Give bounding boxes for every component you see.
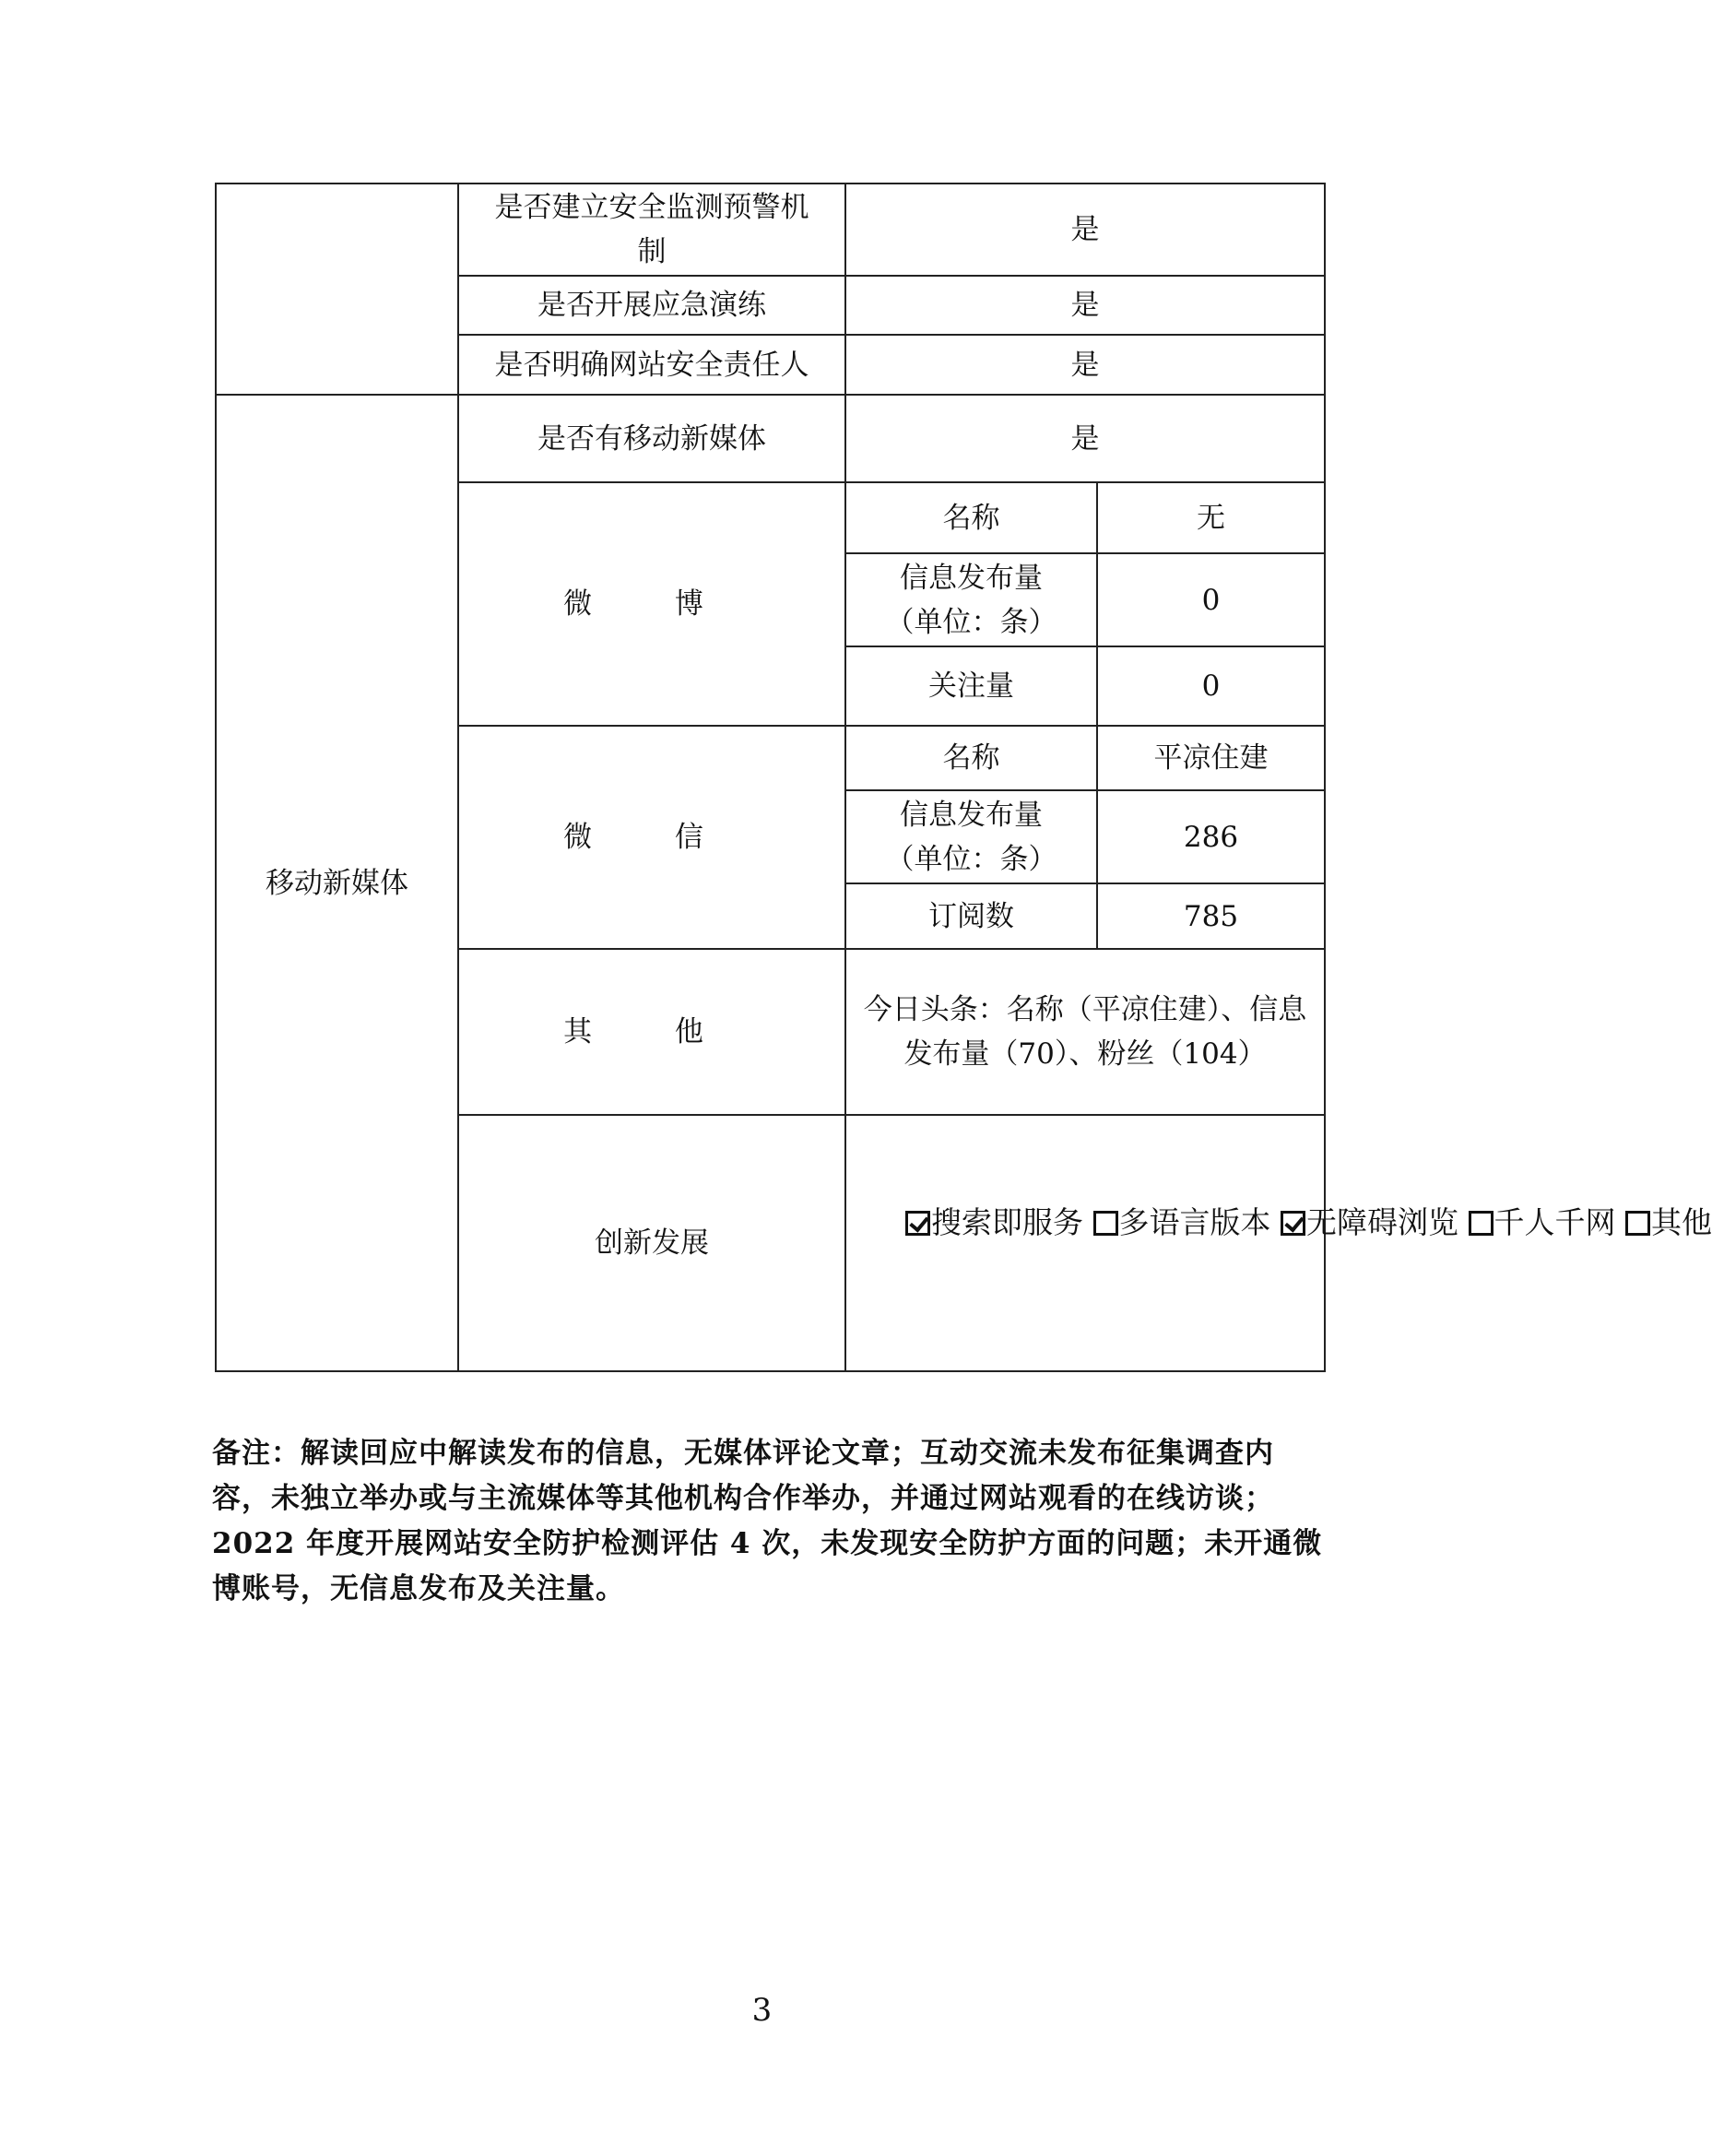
weibo-follow-value: 0 xyxy=(1097,646,1325,726)
page-number: 3 xyxy=(751,1992,773,2029)
weixin-sub-value: 785 xyxy=(1097,883,1325,949)
weixin-name-label: 名称 xyxy=(845,726,1097,790)
weibo-info-label: 信息发布量（单位：条） xyxy=(845,553,1097,646)
row-label: 是否有移动新媒体 xyxy=(458,395,845,482)
innovation-options xyxy=(845,1115,1712,1371)
weibo-name-value: 无 xyxy=(1097,482,1325,553)
option-other[interactable]: 其他 xyxy=(1616,1204,1712,1240)
option-search-service[interactable]: 搜索即服务 xyxy=(905,1204,1083,1240)
row-value: 是 xyxy=(845,276,1325,335)
option-multilingual[interactable]: 多语言版本 xyxy=(1083,1204,1271,1240)
other-label: 其 他 xyxy=(458,949,845,1115)
checkbox-checked-icon[interactable] xyxy=(1281,1211,1305,1236)
weixin-name-value: 平凉住建 xyxy=(1097,726,1325,790)
table-row xyxy=(216,395,1325,482)
checkbox-checked-icon[interactable] xyxy=(905,1211,930,1236)
weibo-follow-label: 关注量 xyxy=(845,646,1097,726)
mobile-section-label: 移动新媒体 xyxy=(216,395,458,1371)
row-value: 是 xyxy=(845,184,1325,276)
report-table xyxy=(215,183,1712,1372)
innovation-label: 创新发展 xyxy=(458,1115,845,1371)
weibo-label: 微 博 xyxy=(458,482,845,726)
row-label: 是否建立安全监测预警机制 xyxy=(458,184,845,276)
option-accessibility[interactable]: 无障碍浏览 xyxy=(1271,1204,1459,1240)
footnote: 备注：解读回应中解读发布的信息，无媒体评论文章；互动交流未发布征集调查内容，未独立举办或与主流媒体等其他机构合作举办，并通过网站观看的在线访谈；2022 年度开展网站安全防护检测评估 4 次，未发现安全防护方面的问题；未开通微博账号，无信息发布及关注量。 xyxy=(212,1437,1323,1605)
weibo-name-label: 名称 xyxy=(845,482,1097,553)
weixin-sub-label: 订阅数 xyxy=(845,883,1097,949)
weixin-info-label: 信息发布量（单位：条） xyxy=(845,790,1097,883)
weixin-label: 微 信 xyxy=(458,726,845,949)
row-value: 是 xyxy=(845,395,1325,482)
checkbox-empty-icon[interactable] xyxy=(1469,1211,1494,1236)
checkbox-empty-icon[interactable] xyxy=(1625,1211,1650,1236)
table-row xyxy=(216,184,1325,276)
security-section-cell xyxy=(216,184,458,395)
weixin-info-value: 286 xyxy=(1097,790,1325,883)
checkbox-empty-icon[interactable] xyxy=(1093,1211,1118,1236)
option-personalized[interactable]: 千人千网 xyxy=(1458,1204,1616,1240)
row-label: 是否明确网站安全责任人 xyxy=(458,335,845,395)
row-value: 是 xyxy=(845,335,1325,395)
other-value: 今日头条：名称（平凉住建）、信息发布量（70）、粉丝（104） xyxy=(845,949,1325,1115)
row-label: 是否开展应急演练 xyxy=(458,276,845,335)
weibo-info-value: 0 xyxy=(1097,553,1325,646)
